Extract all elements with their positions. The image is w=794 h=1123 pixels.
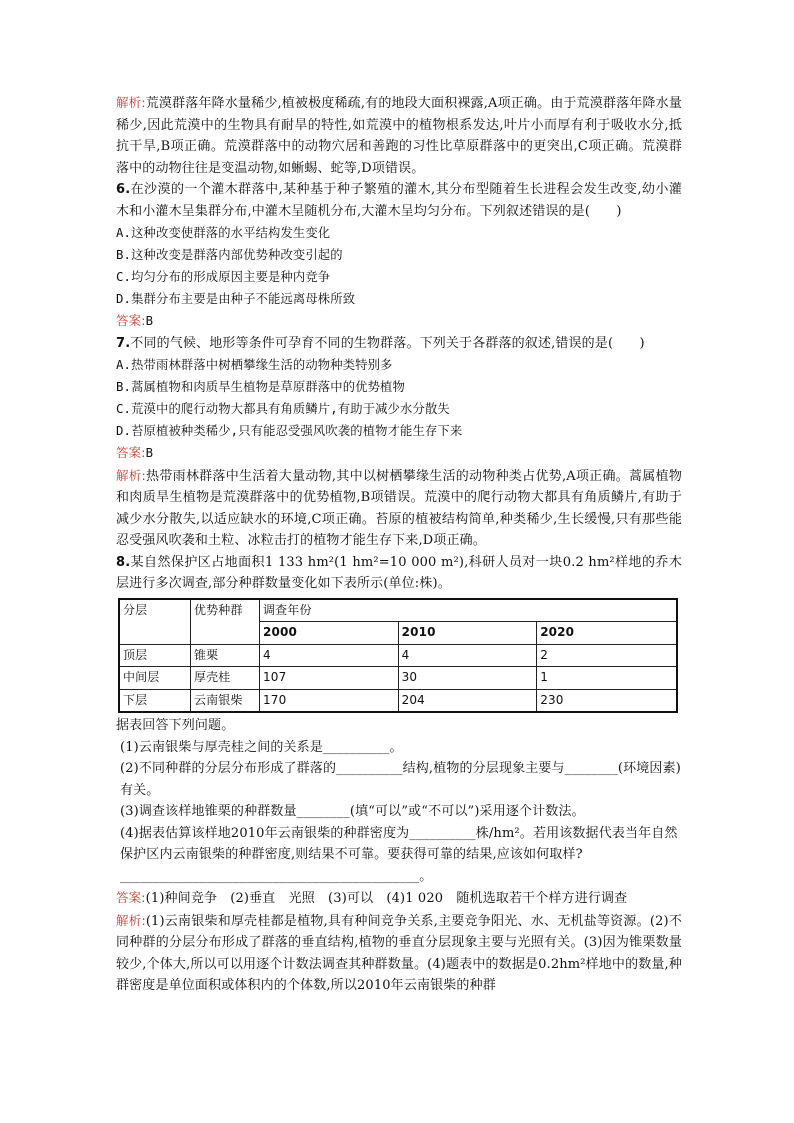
- analysis-text: 热带雨林群落中生活着大量动物,其中以树栖攀缘生活的动物种类占优势,A项正确。蒿属植物和肉质旱生植物是荒漠群落中的优势植物,B项错误。荒漠中的爬行动物大都具有角质鳞片,有助于减少水分散失,以适应缺水的环境,C项正确。苔原的植被结构简单,种类稀少,生长缓慢,只有那些能忍受强风吹袭和土粒、冰粒击打的植物才能生存下来,D项正确。: [116, 468, 682, 548]
- value-cell: 1: [537, 667, 677, 690]
- answer-label: 答案:: [116, 890, 146, 905]
- species-cell: 锥栗: [191, 644, 260, 667]
- table-header-row: [119, 599, 677, 622]
- value-cell: 204: [398, 689, 537, 712]
- analysis-text: 荒漠群落年降水量稀少,植被极度稀疏,有的地段大面积裸露,A项正确。由于荒漠群落年降水量稀少,因此荒漠中的生物具有耐旱的特性,如荒漠中的植物根系发达,叶片小而厚有利于吸收水分,抵抗干旱,B项正确。荒漠群落中的动物穴居和善跑的习性比草原群落中的更突出,C项正确。荒漠群落中的动物往往是变温动物,如蜥蜴、蛇等,D项错误。: [116, 96, 682, 176]
- analysis-label: 解析:: [116, 95, 146, 110]
- analysis-paragraph-q7: [116, 465, 682, 552]
- table-row: [119, 667, 677, 690]
- option-c: C.均匀分布的形成原因主要是种内竞争: [116, 270, 331, 284]
- header-survey-year: 调查年份: [260, 599, 678, 622]
- question-8-stem: [116, 552, 682, 595]
- population-table: [118, 598, 678, 714]
- layer-cell: 下层: [119, 689, 191, 712]
- header-year: 2020: [537, 622, 677, 645]
- value-cell: 170: [260, 689, 399, 712]
- header-species: 优势种群: [191, 599, 260, 645]
- analysis-paragraph-q8: [116, 910, 682, 997]
- value-cell: 107: [260, 667, 399, 690]
- question-number: 7.: [116, 335, 131, 351]
- value-cell: 2: [537, 644, 677, 667]
- analysis-label: 解析:: [116, 912, 146, 928]
- question-text: 某自然保护区占地面积1 133 hm²(1 hm²=10 000 m²),科研人员对一块0.2 hm²样地的乔木层进行多次调查,部分种群数量变化如下表所示(单位:株)。: [116, 554, 682, 591]
- header-year: 2010: [398, 622, 537, 645]
- layer-cell: 顶层: [119, 644, 191, 667]
- species-cell: 厚壳桂: [191, 667, 260, 690]
- analysis-text: (1)云南银柴和厚壳桂都是植物,具有种间竞争关系,主要竞争阳光、水、无机盐等资源。(2)不同种群的分层分布形成了群落的垂直结构,植物的垂直分层现象主要与光照有关。(3)因为锥栗数量较少,个体大,所以可以用逐个计数法调查其种群数量。(4)题表中的数据是0.2hm²样地中的数量,种群密度是单位面积或体积内的个体数,所以2010年云南银柴的种群: [116, 913, 682, 993]
- answer-label: 答案:: [116, 313, 146, 328]
- answer-value: (1)种间竞争 (2)垂直 光照 (3)可以 (4)1 020 随机选取若干个样方进行调查: [145, 891, 628, 906]
- document-page: [116, 92, 682, 997]
- question-6-stem: [116, 179, 682, 222]
- answer-line-q7: [116, 442, 682, 465]
- analysis-label: 解析:: [116, 467, 146, 483]
- question-text: 不同的气候、地形等条件可孕育不同的生物群落。下列关于各群落的叙述,错误的是( ): [130, 335, 645, 351]
- question-text: 在沙漠的一个灌木群落中,某种基于种子繁殖的灌木,其分布型随着生长进程会发生改变,幼小灌木和小灌木呈集群分布,中灌木呈随机分布,大灌木呈均匀分布。下列叙述错误的是( ): [116, 182, 682, 219]
- value-cell: 4: [260, 644, 399, 667]
- analysis-paragraph-q5: [116, 92, 682, 179]
- value-cell: 4: [398, 644, 537, 667]
- species-cell: 云南银柴: [191, 689, 260, 712]
- answer-label: 答案:: [116, 445, 146, 460]
- header-layer: 分层: [119, 599, 191, 645]
- option-a: A.热带雨林群落中树栖攀缘生活的动物种类特别多: [116, 358, 393, 372]
- answer-value: B: [145, 446, 154, 460]
- question-number: 6.: [116, 182, 131, 197]
- header-year: 2000: [260, 622, 399, 645]
- layer-cell: 中间层: [119, 667, 191, 690]
- question-7-stem: [116, 333, 682, 355]
- question-number: 8.: [116, 554, 131, 570]
- table-row: [119, 689, 677, 712]
- sub-question-1: (1)云南银柴与厚壳桂之间的关系是__________。: [120, 739, 403, 755]
- sub-question-2: (2)不同种群的分层分布形成了群落的__________结构,植物的分层现象主要与________(环境因素)有关。: [120, 761, 681, 798]
- option-d: D.集群分布主要是由种子不能远离母株所致: [116, 292, 356, 306]
- table-row: [119, 644, 677, 667]
- answer-value: B: [145, 314, 154, 328]
- answer-line-q6: [116, 310, 682, 333]
- sub-question-4: (4)据表估算该样地2010年云南银柴的种群密度为__________株/hm²。若用该数据代表当年自然保护区内云南银柴的种群密度,则结果不可靠。要获得可靠的结果,应该如何取样?_____________________________________________。: [120, 825, 678, 884]
- sub-question-3: (3)调查该样地锥栗的种群数量________(填“可以”或“不可以”)采用逐个计数法。: [120, 804, 585, 819]
- value-cell: 230: [537, 689, 677, 712]
- option-b: B.蒿属植物和肉质旱生植物是草原群落中的优势植物: [116, 380, 405, 394]
- option-a: A.这种改变使群落的水平结构发生变化: [116, 226, 331, 240]
- answer-line-q8: [116, 887, 682, 910]
- option-b: B.这种改变是群落内部优势种改变引起的: [116, 248, 343, 262]
- option-d: D.苔原植被种类稀少,只有能忍受强风吹袭的植物才能生存下来: [116, 424, 463, 438]
- table-instruction: 据表回答下列问题。: [116, 718, 235, 733]
- value-cell: 30: [398, 667, 537, 690]
- option-c: C.荒漠中的爬行动物大都具有角质鳞片,有助于减少水分散失: [116, 402, 450, 416]
